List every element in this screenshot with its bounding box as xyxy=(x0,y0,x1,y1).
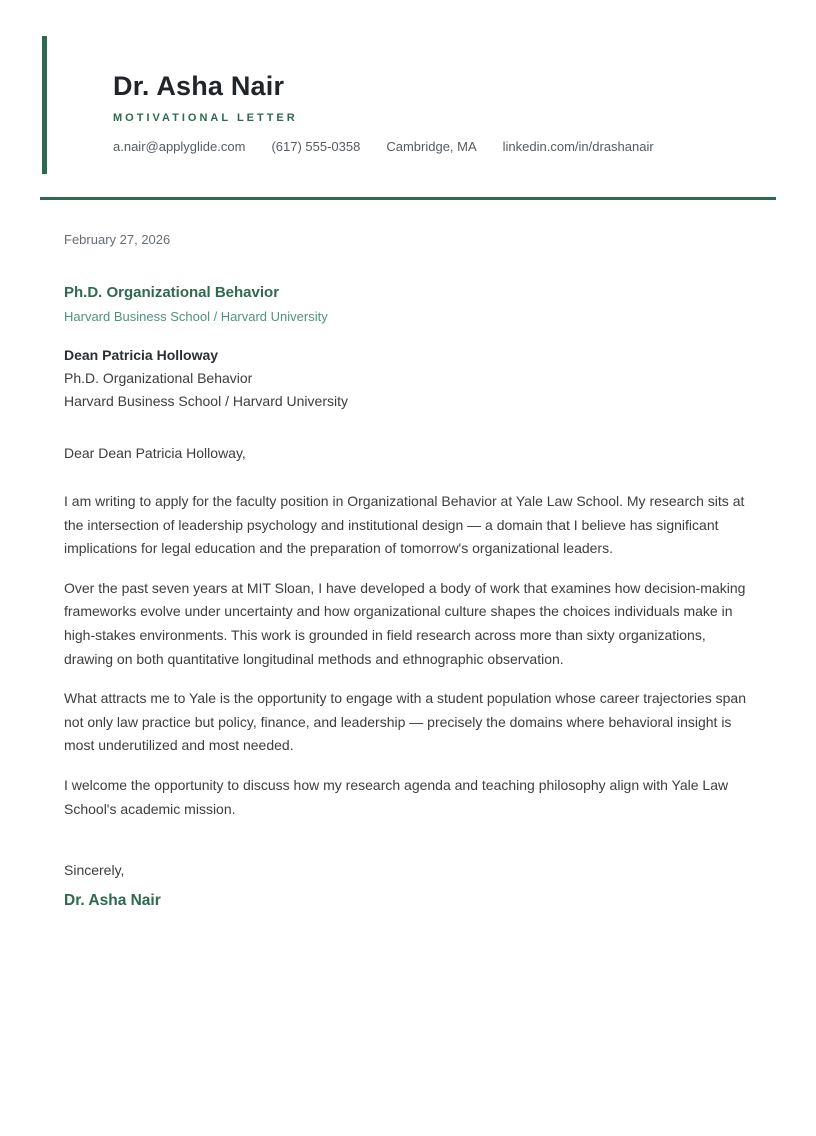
recipient-title: Ph.D. Organizational Behavior xyxy=(64,370,253,386)
letter-body xyxy=(64,232,752,910)
body-paragraph-2: Over the past seven years at MIT Sloan, I have developed a body of work that examines how decision-making frameworks evolve under uncertainty and how organizational culture shapes the choices individuals make in high-stakes environments. This work is grounded in field research across more than sixty organizations, drawing on both quantitative longitudinal methods and ethnographic observation. xyxy=(64,579,746,667)
letter-header xyxy=(42,36,776,174)
letter-paragraphs xyxy=(64,490,752,821)
salutation: Dear Dean Patricia Holloway, xyxy=(64,445,246,461)
document-type-label: MOTIVATIONAL LETTER xyxy=(113,111,298,124)
contact-phone: (617) 555-0358 xyxy=(271,138,361,154)
letter-page xyxy=(0,36,816,1136)
recipient-organization: Harvard Business School / Harvard University xyxy=(64,393,348,409)
letter-date: February 27, 2026 xyxy=(64,232,171,247)
body-paragraph-1: I am writing to apply for the faculty position in Organizational Behavior at Yale Law School. My research sits at the intersection of leadership psychology and institutional design — a domain that I believe has significant implications for legal education and the preparation of tomorrow's organizational leaders. xyxy=(64,493,745,557)
signature-name: Dr. Asha Nair xyxy=(64,892,161,910)
applicant-name: Dr. Asha Nair xyxy=(113,71,285,101)
contact-row xyxy=(113,139,776,154)
contact-linkedin: linkedin.com/in/drashanair xyxy=(502,138,654,154)
body-paragraph-4: I welcome the opportunity to discuss how my research agenda and teaching philosophy align with Yale Law School's academic mission. xyxy=(64,776,729,817)
recipient-name: Dean Patricia Holloway xyxy=(64,347,219,363)
contact-email: a.nair@applyglide.com xyxy=(113,138,246,154)
position-block xyxy=(64,284,752,324)
header-divider xyxy=(40,197,776,200)
contact-location: Cambridge, MA xyxy=(386,138,477,154)
position-organization: Harvard Business School / Harvard University xyxy=(64,309,328,324)
closing: Sincerely, xyxy=(64,862,125,879)
recipient-block xyxy=(64,344,752,413)
body-paragraph-3: What attracts me to Yale is the opportunity to engage with a student population whose career trajectories span not only law practice but policy, finance, and leadership — precisely the domains where behavioral insight is most underutilized and most needed. xyxy=(64,690,746,754)
position-title: Ph.D. Organizational Behavior xyxy=(64,284,280,301)
